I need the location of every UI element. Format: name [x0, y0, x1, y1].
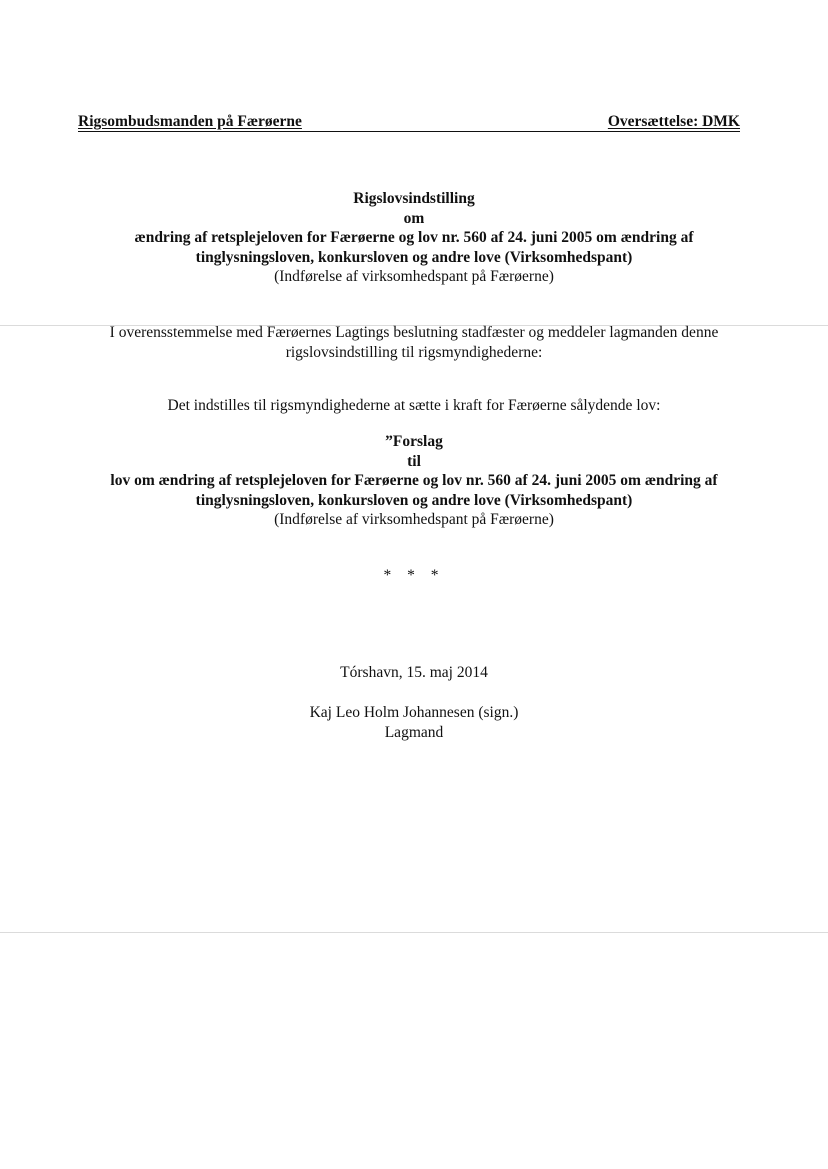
place-date: Tórshavn, 15. maj 2014	[340, 664, 488, 681]
recommendation-paragraph	[40, 396, 788, 416]
recommendation-text: Det indstilles til rigsmyndighederne at sætte i kraft for Færøerne sålydende lov:	[167, 397, 661, 414]
signatory-role: Lagmand	[384, 723, 444, 741]
header-translation-note: Oversættelse: DMK	[607, 113, 740, 130]
title-line-1: Rigslovsindstilling	[353, 190, 475, 207]
proposal-line-4: tinglysningsloven, konkursloven og andre love (Virksomhedspant)	[195, 491, 633, 509]
signature-place-date	[40, 663, 788, 683]
intro-line-2: rigslovsindstilling til rigsmyndighederne:	[285, 343, 543, 361]
intro-line-1: I overensstemmelse med Færøernes Lagtings beslutning stadfæster og meddeler lagmanden denne	[109, 324, 719, 341]
proposal-subtitle: (Indførelse af virksomhedspant på Færøerne)	[274, 511, 554, 528]
signature-block	[40, 703, 788, 742]
proposal-line-3: lov om ændring af retsplejeloven for Færøerne og lov nr. 560 af 24. juni 2005 om ændring af	[110, 472, 718, 489]
proposal-title-block	[40, 432, 788, 530]
title-subtitle: (Indførelse af virksomhedspant på Færøerne)	[274, 268, 554, 285]
asterisk-separator: * * *	[383, 567, 445, 584]
title-line-4: tinglysningsloven, konkursloven og andre love (Virksomhedspant)	[195, 248, 633, 266]
signatory-name: Kaj Leo Holm Johannesen (sign.)	[309, 704, 519, 721]
proposal-line-2: til	[407, 452, 421, 470]
intro-paragraph	[40, 323, 788, 362]
separator	[40, 566, 788, 586]
title-block	[40, 189, 788, 287]
proposal-line-1: ”Forslag	[385, 433, 443, 450]
header-sender: Rigsombudsmanden på Færøerne	[78, 113, 302, 130]
title-line-3: ændring af retsplejeloven for Færøerne og lov nr. 560 af 24. juni 2005 om ændring af	[134, 229, 694, 246]
title-line-2: om	[403, 209, 425, 227]
scan-artifact-line	[0, 932, 828, 933]
document-header	[78, 113, 740, 132]
